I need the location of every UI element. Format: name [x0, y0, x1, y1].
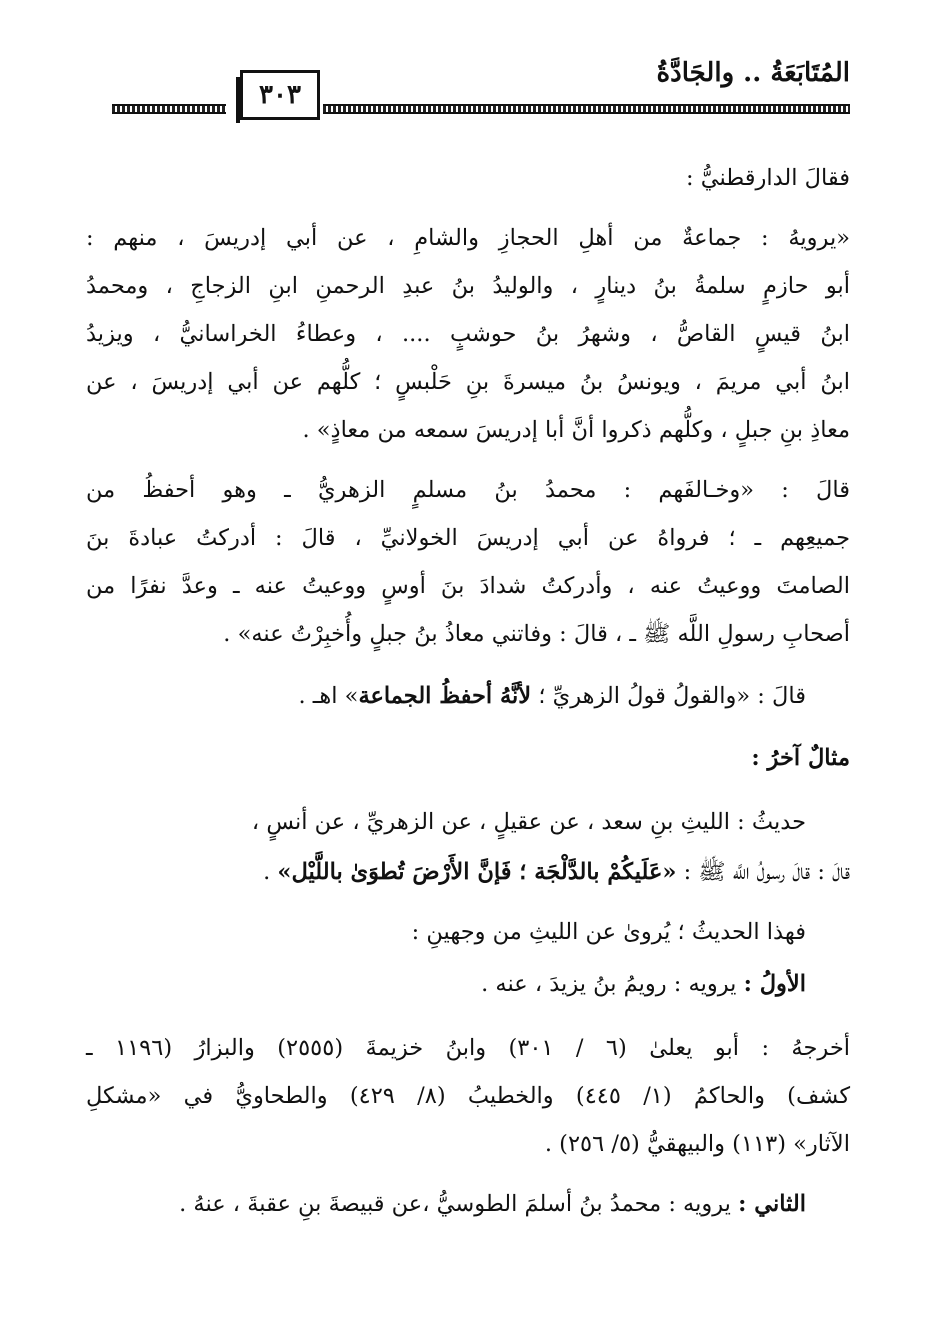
text-line-3: أبو حازمٍ سلمةُ بنُ دينارٍ ، والوليدُ بنُ عبدِ الرحمنِ ابنِ الزجاجِ ، ومحمدُ: [86, 273, 850, 299]
text-line-8: جميعِهم ـ ؛ فرواهُ عن أبي إدريسَ الخولانيِّ ، قالَ : أدركتُ عبادةَ بنَ: [86, 525, 850, 551]
running-header-title: المُتَابَعَةُ .. والجَادَّةُ: [656, 58, 850, 88]
text-line-9: الصامتَ ووعيتُ عنه ، وأدركتُ شدادَ بنَ أوسٍ ووعيتُ عنه ـ وعدَّ نفرًا من: [86, 573, 850, 599]
quote-emphasis: لأنَّهُ أحفظُ الجماعة: [358, 683, 532, 709]
text-line-4: ابنُ قيسٍ القاصُّ ، وشهرُ بنُ حوشبٍ .... ، وعطاءُ الخراسانيُّ ، ويزيدُ: [86, 321, 850, 347]
hadith-text: «عَلَيكُمْ بالدَّلْجَة ؛ فَإنَّ الأَرْضَ تُطوَىٰ باللَّيْل»: [277, 859, 677, 885]
quote-end: » اهـ .: [298, 683, 359, 709]
text-line-1: فقالَ الدارقطنيُّ :: [685, 165, 850, 191]
second-route-text: يرويه : محمدُ بنُ أسلمَ الطوسيُّ ،عن قبيصةَ بنِ عقبةَ ، عنهُ .: [179, 1191, 731, 1217]
hadith-intro: قالَ : قالَ رسولُ اللَّه ﷺ :: [683, 859, 850, 885]
text-line-20: [86, 1184, 806, 1224]
text-line-19: الآثار» (١١٣) والبيهقيُّ (٥/ ٢٥٦) .: [544, 1131, 850, 1157]
text-line-5: ابنُ أبي مريمَ ، ويونسُ بنُ ميسرةَ بنِ حَلْبسٍ ؛ كلُّهم عن أبي إدريسَ ، عن: [86, 369, 850, 395]
text-line-13: حديثُ : الليثِ بنِ سعد ، عن عقيلٍ ، عن الزهريِّ ، عن أنسٍ ،: [251, 809, 806, 835]
quote-intro: قالَ : «والقولُ قولُ الزهريِّ ؛: [538, 683, 806, 709]
text-line-18: كشف) والحاكمُ (١/ ٤٤٥) والخطيبُ (٨/ ٤٢٩) والطحاويُّ في «مشكلِ: [86, 1083, 851, 1109]
first-route-text: يرويه : رويمُ بنُ يزيدَ ، عنه .: [481, 971, 737, 997]
text-line-2: «يرويهُ : جماعةٌ من أهلِ الحجازِ والشامِ ، عن أبي إدريسَ ، منهم :: [86, 225, 850, 251]
text-line-16: [86, 964, 806, 1004]
second-route-label: الثاني :: [738, 1191, 806, 1217]
first-route-label: الأولُ :: [743, 971, 806, 997]
text-line-6: معاذِ بنِ جبلٍ ، وكلُّهم ذكروا أنَّ أبا إدريسَ سمعه من معاذٍ» .: [302, 417, 850, 443]
text-line-15: فهذا الحديثُ ؛ يُروىٰ عن الليثِ من وجهينِ :: [411, 919, 806, 945]
header-rule-right: [323, 104, 850, 114]
text-line-10: أصحابِ رسولِ اللَّه ﷺ ـ ، قالَ : وفاتني معاذُ بنُ جبلٍ وأُخبِرْتُ عنه» .: [223, 621, 850, 647]
text-line-7: قالَ : «وخـالفَهم : محمدُ بنُ مسلمٍ الزهريُّ ـ وهو أحفظُ من: [86, 477, 850, 503]
text-line-11: [86, 676, 806, 716]
header-rule-left: [112, 104, 226, 114]
page-number: ٣٠٣: [240, 70, 320, 120]
text-line-17: أخرجهُ : أبو يعلىٰ (٦ / ٣٠١) وابنُ خزيمةَ (٢٥٥٥) والبزارُ (١١٩٦ ـ: [86, 1035, 850, 1061]
hadith-end: .: [263, 859, 271, 885]
text-line-14: [86, 852, 850, 892]
section-heading: مثالٌ آخرُ :: [751, 745, 850, 771]
